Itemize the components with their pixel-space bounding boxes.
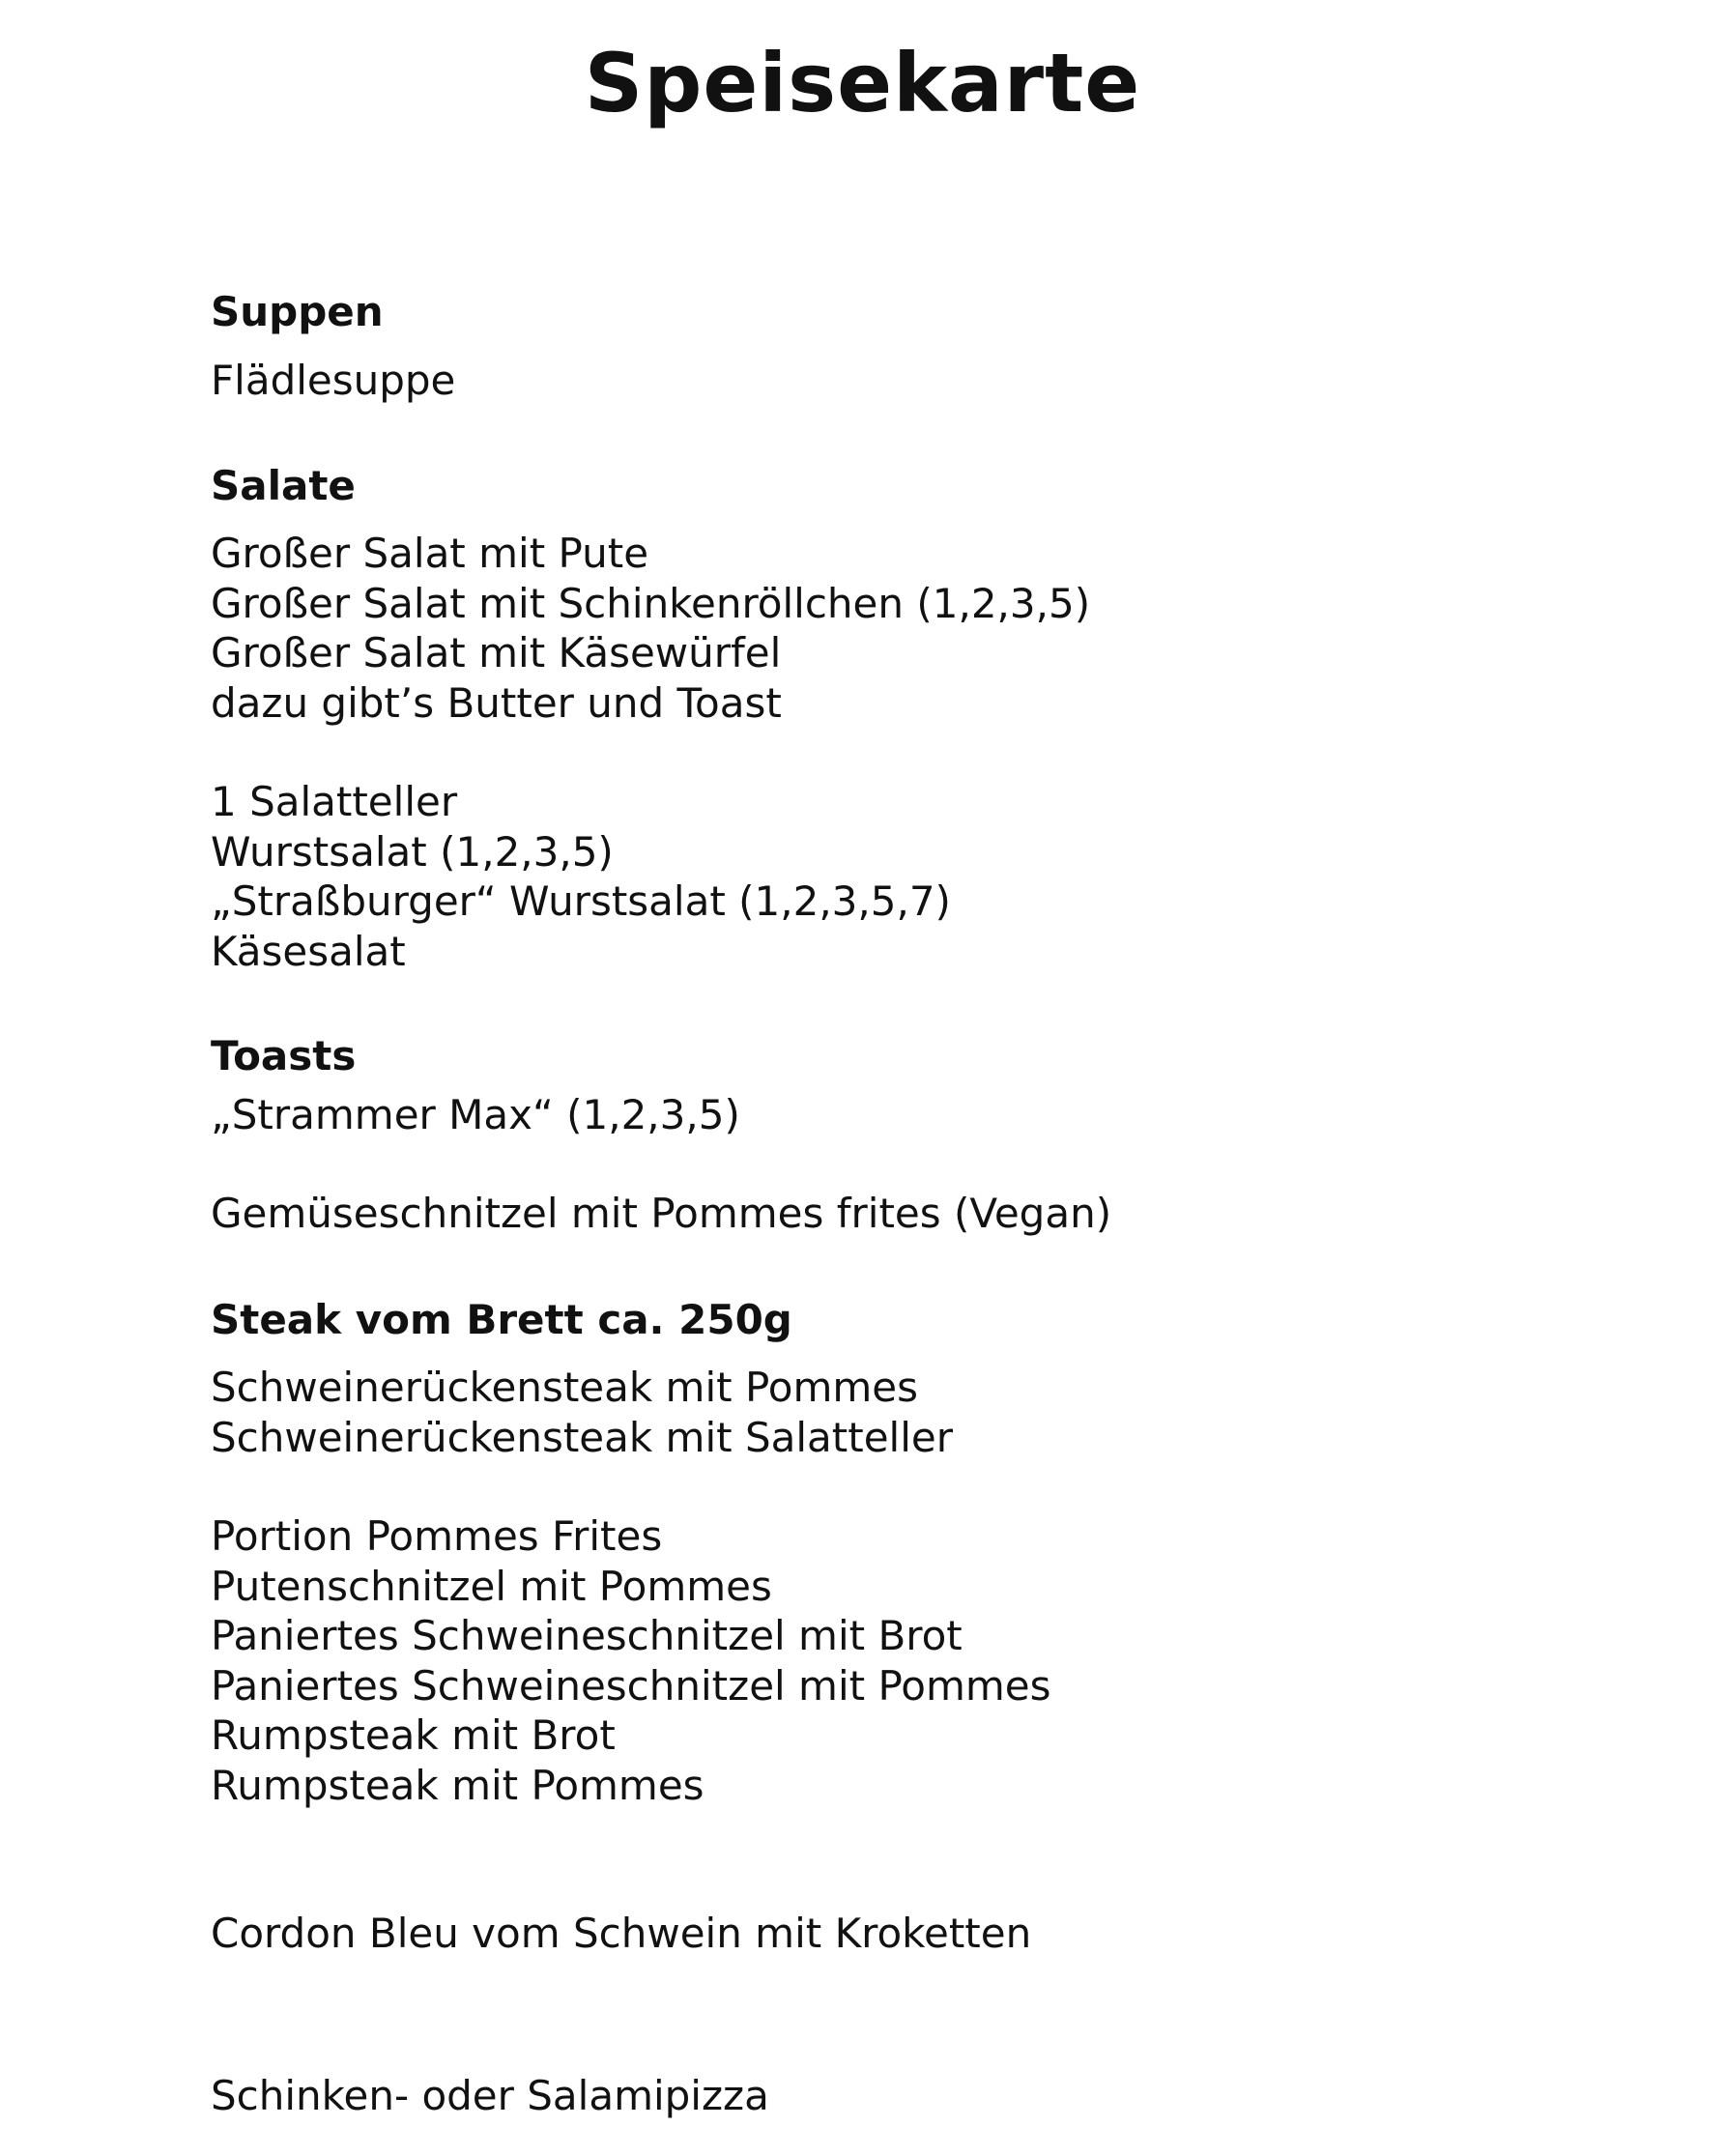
menu-item: Rumpsteak mit Pommes xyxy=(211,1761,704,1809)
menu-item: Schinken- oder Salamipizza xyxy=(211,2072,769,2119)
menu-item: Käsesalat xyxy=(211,927,406,975)
section-toasts-extra xyxy=(211,1189,1111,1239)
menu-item: Putenschnitzel mit Pommes xyxy=(211,1562,772,1610)
menu-item: Flädlesuppe xyxy=(211,357,456,404)
section-heading-suppen: Suppen xyxy=(211,288,384,335)
section-pizza xyxy=(211,2071,769,2121)
menu-item: 1 Salatteller xyxy=(211,778,458,825)
section-salate-items-2 xyxy=(211,777,951,976)
menu-item: Paniertes Schweineschnitzel mit Pommes xyxy=(211,1661,1051,1710)
section-heading-steak: Steak vom Brett ca. 250g xyxy=(211,1296,792,1343)
menu-item: Paniertes Schweineschnitzel mit Brot xyxy=(211,1612,963,1659)
section-toasts-items xyxy=(211,1090,740,1140)
menu-item: Großer Salat mit Käsewürfel xyxy=(211,629,782,676)
section-steak-items xyxy=(211,1363,953,1462)
menu-item: Schweinerückensteak mit Pommes xyxy=(211,1364,919,1411)
menu-item: „Strammer Max“ (1,2,3,5) xyxy=(211,1091,740,1138)
section-heading-toasts: Toasts xyxy=(211,1032,357,1079)
menu-item: „Straßburger“ Wurstsalat (1,2,3,5,7) xyxy=(211,877,951,925)
menu-item: Portion Pommes Frites xyxy=(211,1512,663,1560)
page-title: Speisekarte xyxy=(584,36,1141,130)
section-cordon xyxy=(211,1909,1031,1959)
menu-item: Großer Salat mit Schinkenröllchen (1,2,3,5) xyxy=(211,579,1091,627)
menu-item: Gemüseschnitzel mit Pommes frites (Vegan) xyxy=(211,1190,1112,1237)
section-steak-items-2 xyxy=(211,1511,1051,1810)
menu-item: Cordon Bleu vom Schwein mit Kroketten xyxy=(211,1910,1032,1957)
menu-item: Schweinerückensteak mit Salatteller xyxy=(211,1413,953,1461)
menu-item: Großer Salat mit Pute xyxy=(211,530,649,577)
menu-note: dazu gibt’s Butter und Toast xyxy=(211,678,782,727)
menu-item: Wurstsalat (1,2,3,5) xyxy=(211,827,614,876)
section-heading-salate: Salate xyxy=(211,462,356,509)
section-salate-items xyxy=(211,529,1090,728)
menu-item: Rumpsteak mit Brot xyxy=(211,1711,616,1759)
section-suppen-items xyxy=(211,356,455,406)
